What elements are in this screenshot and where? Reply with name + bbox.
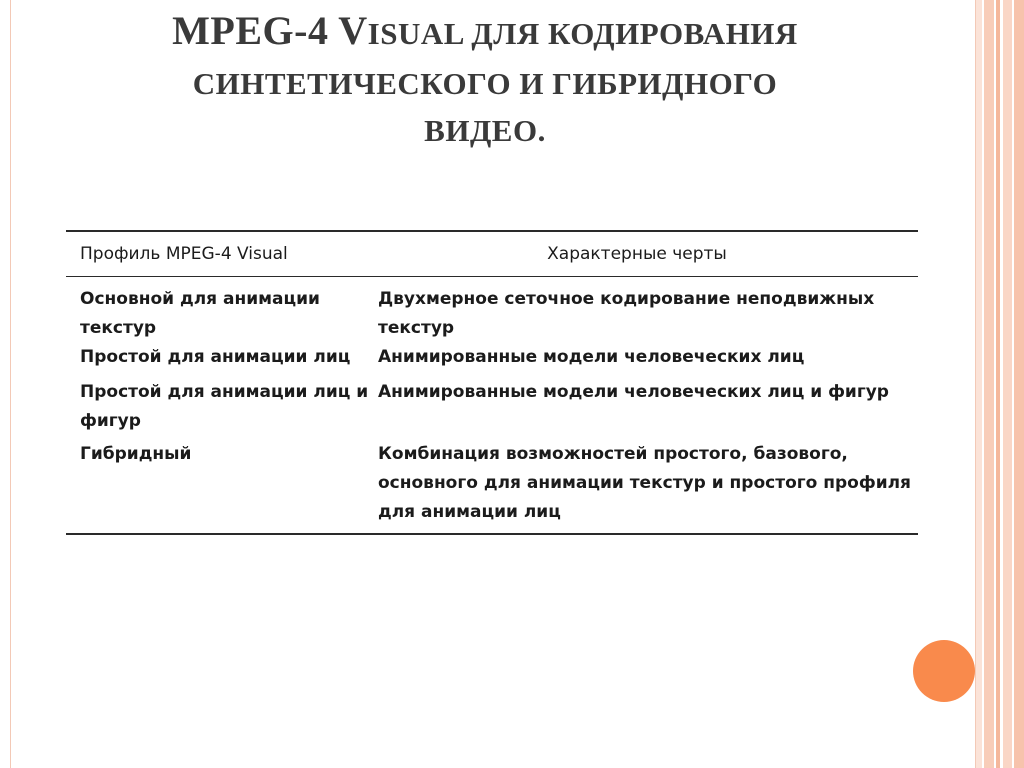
row-profile: Простой для анимации лиц и фигур bbox=[80, 382, 369, 431]
title-line-3: ВИДЕО. bbox=[424, 113, 546, 148]
table-row bbox=[66, 343, 918, 372]
stripe bbox=[1014, 0, 1024, 768]
row-profile: Основной для анимации текстур bbox=[80, 289, 320, 338]
table-header-row bbox=[66, 232, 918, 276]
table-row bbox=[66, 285, 918, 343]
row-features: Анимированные модели человеческих лиц bbox=[378, 347, 805, 367]
header-features: Характерные черты bbox=[547, 244, 727, 264]
stripe bbox=[1003, 0, 1012, 768]
row-profile: Гибридный bbox=[80, 444, 192, 464]
row-features: Двухмерное сеточное кодирование неподвижных текстур bbox=[378, 289, 875, 338]
profiles-table bbox=[66, 230, 918, 535]
row-profile: Простой для анимации лиц bbox=[80, 347, 351, 367]
row-features: Анимированные модели человеческих лиц и фигур bbox=[378, 382, 889, 402]
decorative-stripes bbox=[976, 0, 1024, 768]
title-line-1 bbox=[40, 8, 930, 57]
table-row bbox=[66, 378, 918, 436]
stripe bbox=[996, 0, 1000, 768]
header-profile: Профиль MPEG-4 Visual bbox=[80, 244, 288, 264]
stripe bbox=[976, 0, 982, 768]
title-line-1-rest: ISUAL ДЛЯ КОДИРОВАНИЯ bbox=[367, 16, 798, 51]
title-line-2: СИНТЕТИЧЕСКОГО И ГИБРИДНОГО bbox=[192, 66, 778, 101]
table-row bbox=[66, 440, 918, 527]
stripe bbox=[984, 0, 994, 768]
row-features: Комбинация возможностей простого, базового, основного для анимации текстур и простого профиля для анимации лиц bbox=[378, 444, 911, 522]
slide-title bbox=[40, 8, 930, 151]
accent-circle bbox=[913, 640, 975, 702]
title-line-1-lead: MPEG-4 V bbox=[172, 8, 368, 53]
table-header-rule bbox=[66, 276, 918, 277]
table-bottom-rule bbox=[66, 533, 918, 535]
